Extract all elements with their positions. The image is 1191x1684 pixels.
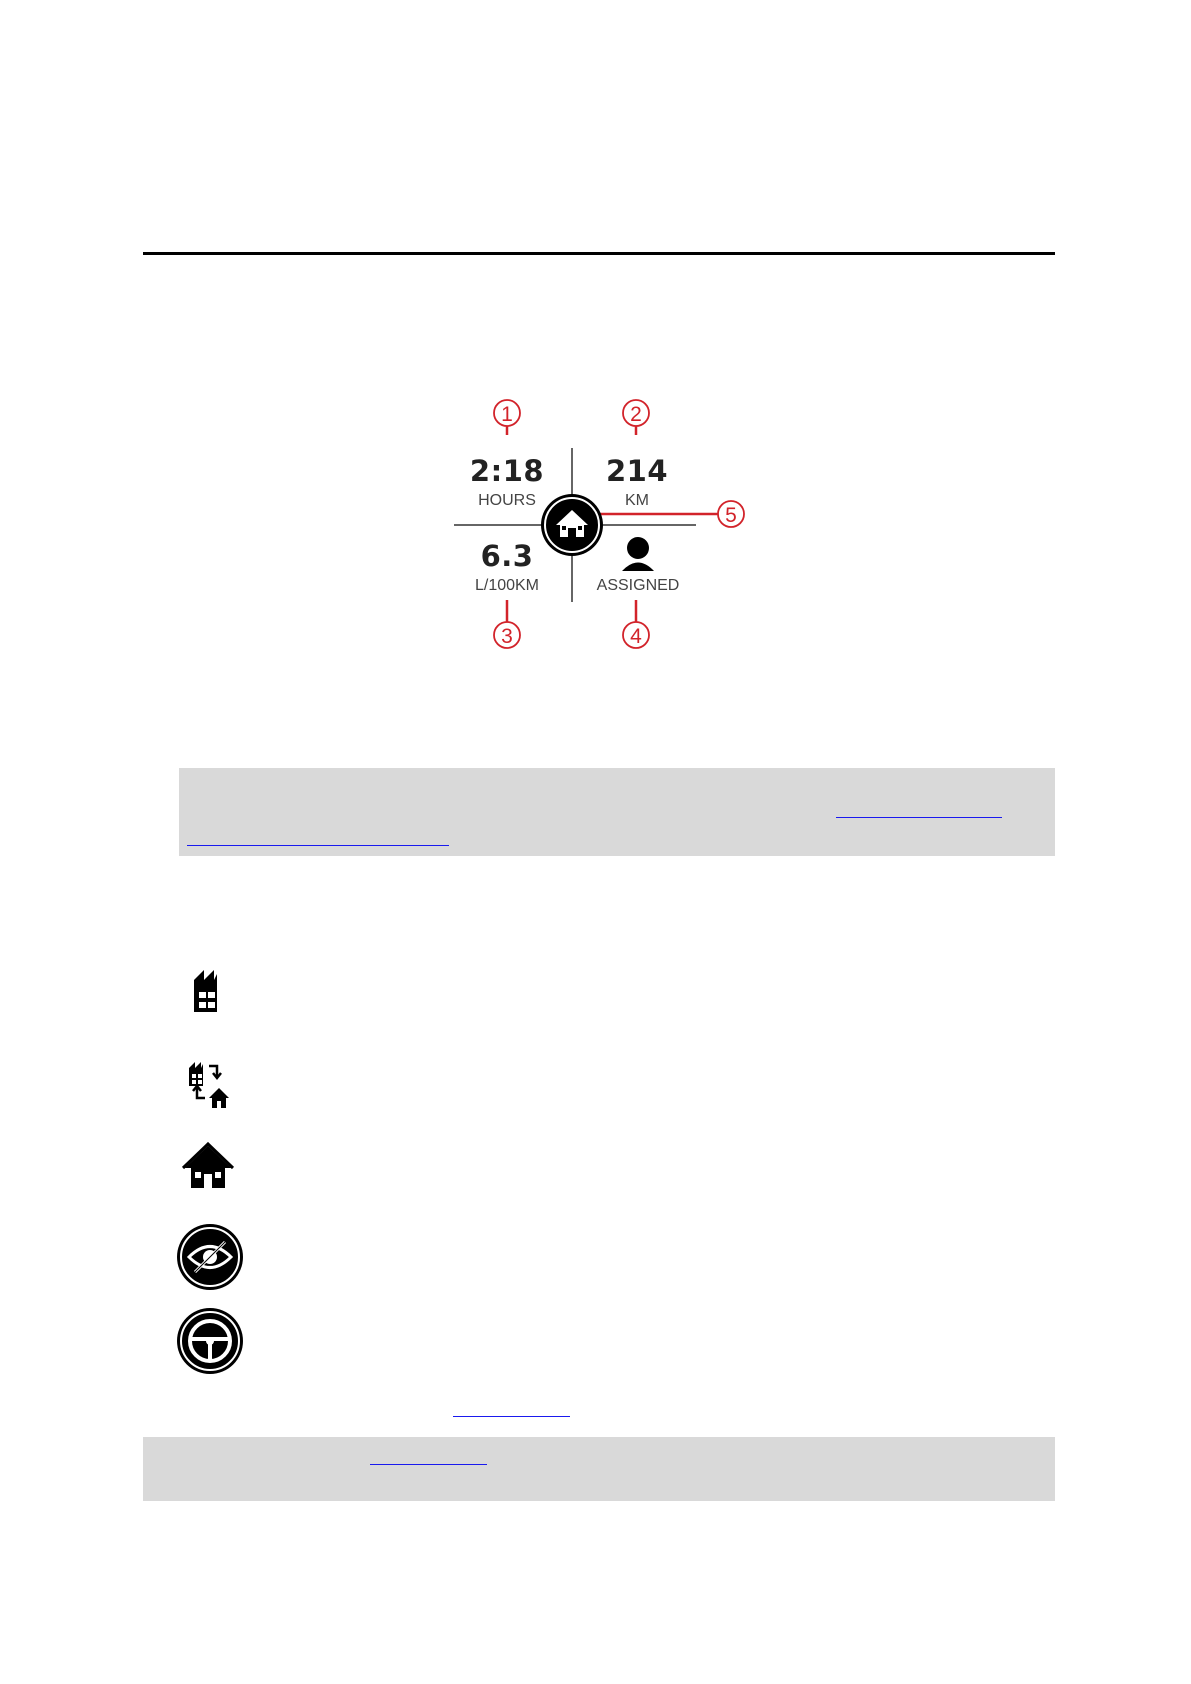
private-trip-icon <box>175 1136 255 1212</box>
consumption-value: 6.3 <box>480 539 534 573</box>
assignment-label: ASSIGNED <box>596 577 680 594</box>
callout-4-number: 4 <box>630 625 642 648</box>
callout-1 <box>494 400 520 426</box>
bottom-note-link-underline[interactable] <box>370 1464 487 1465</box>
header-rule <box>143 252 1055 255</box>
distance-value: 214 <box>605 454 669 488</box>
note-link-underline-continued[interactable] <box>187 845 449 846</box>
commute-icon <box>175 1050 255 1126</box>
callout-5-number: 5 <box>725 504 737 527</box>
hours-value: 2:18 <box>469 454 545 488</box>
note-link-underline[interactable] <box>836 817 1002 818</box>
reference-link-underline[interactable] <box>453 1416 570 1417</box>
callout-2-number: 2 <box>630 403 642 426</box>
note-box <box>179 768 1055 856</box>
callout-3-number: 3 <box>501 625 513 648</box>
callout-5 <box>718 501 744 527</box>
callout-4 <box>623 622 649 648</box>
callout-2 <box>623 400 649 426</box>
trip-summary-graphic <box>440 390 760 660</box>
callout-1-number: 1 <box>501 403 513 426</box>
privacy-mode-icon <box>175 1222 255 1298</box>
trip-summary-figure <box>440 390 760 660</box>
distance-label: KM <box>625 492 649 509</box>
hours-label: HOURS <box>478 492 536 509</box>
callout-3 <box>494 622 520 648</box>
person-icon <box>622 537 654 571</box>
bottom-note-box <box>143 1437 1055 1501</box>
consumption-label: L/100KM <box>474 577 540 594</box>
driver-icon <box>175 1306 255 1382</box>
business-trip-icon <box>175 960 255 1036</box>
